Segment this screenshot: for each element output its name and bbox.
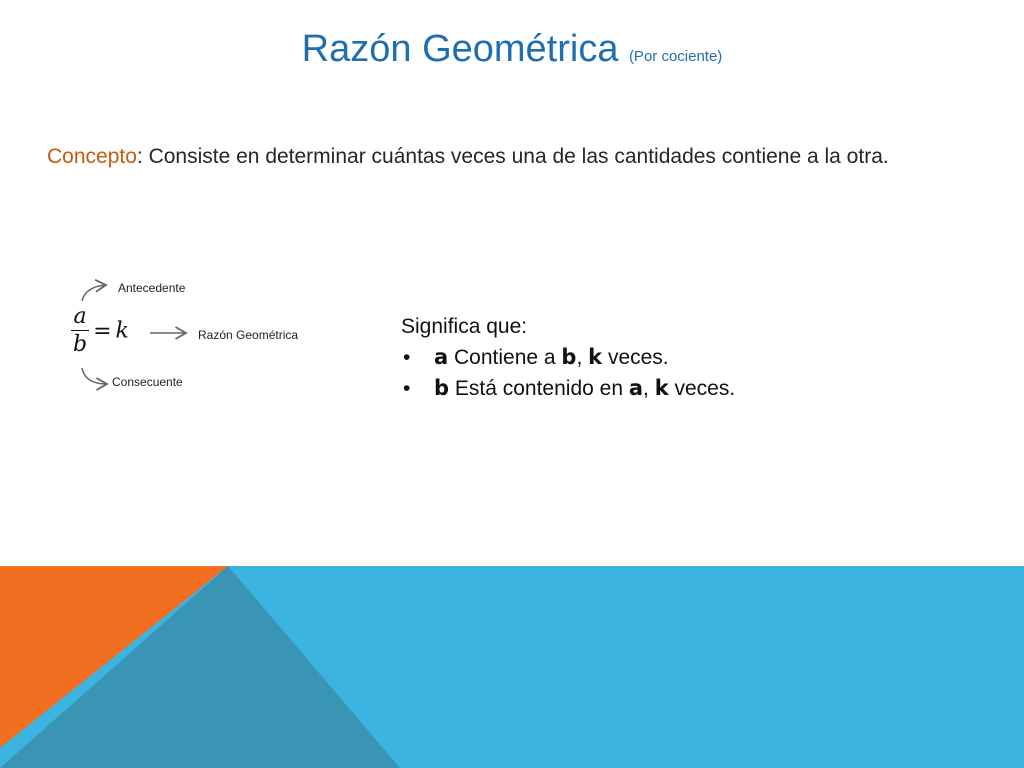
meaning-text: veces. — [602, 346, 669, 369]
title-subtitle: (Por cociente) — [628, 48, 723, 65]
ratio-label: Razón Geométrica — [198, 328, 299, 342]
variable-k: k — [588, 345, 603, 369]
bullet: • — [403, 346, 411, 369]
meaning-item — [401, 342, 735, 373]
variable-k: k — [654, 376, 669, 400]
concept-separator: : — [136, 145, 143, 168]
meaning-separator: , — [643, 377, 655, 400]
fraction — [71, 305, 89, 357]
meaning-heading: Significa que: — [401, 315, 528, 338]
ratio-formula — [71, 305, 129, 357]
concept-text: Consiste en determinar cuántas veces una de las cantidades contiene a la otra. — [142, 145, 889, 168]
ratio-result: k — [115, 318, 129, 344]
equals-sign: = — [93, 318, 112, 344]
meaning-item — [401, 373, 735, 404]
meaning-block — [401, 311, 735, 404]
meaning-text: veces. — [668, 377, 736, 400]
meaning-text: Contiene a — [448, 346, 562, 369]
antecedent-label: Antecedente — [118, 281, 186, 295]
variable-b: b — [434, 376, 450, 400]
antecedent-arrow — [82, 285, 106, 301]
consequent-label: Consecuente — [112, 375, 183, 389]
concept-keyword: Concepto — [47, 145, 137, 168]
fraction-denominator: b — [73, 332, 88, 357]
meaning-list — [401, 342, 735, 404]
fraction-numerator: a — [71, 305, 89, 331]
meaning-text: Está contenido en — [449, 377, 629, 400]
variable-a: a — [434, 345, 449, 369]
title-main: Razón Geométrica — [301, 28, 619, 70]
meaning-separator: , — [576, 346, 589, 369]
variable-b: b — [561, 345, 577, 369]
consequent-arrow — [82, 368, 107, 384]
variable-a: a — [628, 376, 644, 400]
bullet: • — [403, 377, 411, 400]
